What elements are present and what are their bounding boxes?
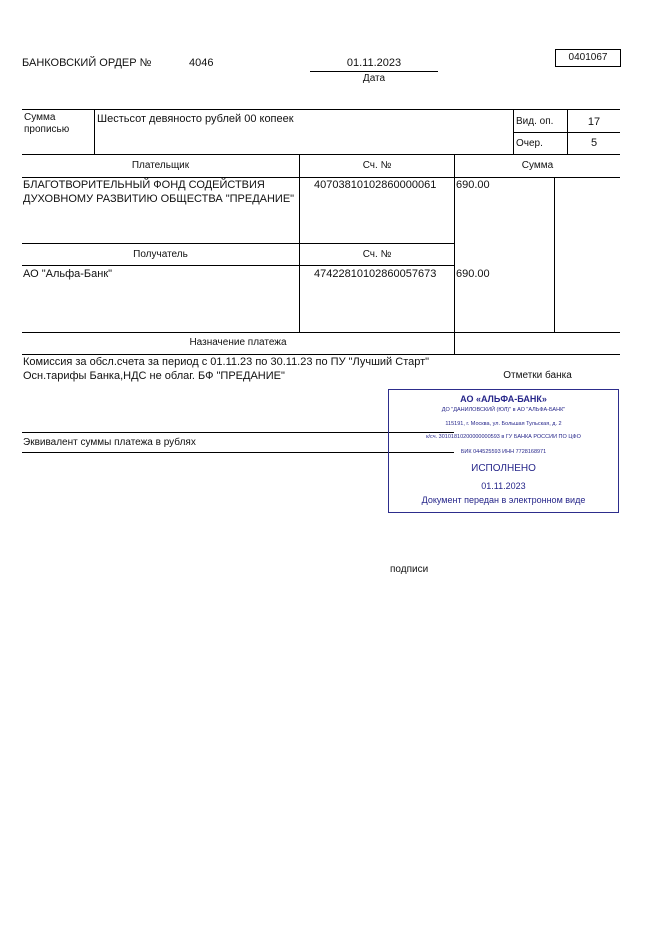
- divider: [22, 332, 620, 333]
- op-type-value: 17: [587, 116, 601, 128]
- column-divider: [554, 177, 555, 332]
- stamp-bank-name: АО «АЛЬФА-БАНК»: [460, 394, 547, 404]
- purpose-line2: Осн.тарифы Банка,НДС не облаг. БФ "ПРЕДАНИЕ": [23, 370, 285, 382]
- divider: [94, 109, 95, 154]
- amount-words-label: Сумма прописью: [24, 112, 70, 135]
- payer-account-header: Сч. №: [362, 160, 392, 171]
- payee-name: АО "Альфа-Банк": [23, 268, 113, 280]
- stamp-branch: ДО "ДАНИЛОВСКИЙ (ЮЛ)" в АО "АЛЬФА-БАНК": [441, 407, 566, 413]
- divider: [22, 154, 620, 155]
- divider: [22, 265, 454, 266]
- divider: [22, 243, 454, 244]
- form-code: 0401067: [555, 49, 621, 67]
- bank-stamp: [388, 389, 619, 513]
- op-type-label: Вид. оп.: [516, 116, 554, 127]
- order-number: 4046: [189, 57, 214, 69]
- purpose-line1: Комиссия за обсл.счета за период с 01.11.23 по 30.11.23 по ПУ "Лучший Старт": [23, 356, 430, 368]
- table-top-line: [22, 109, 620, 110]
- payer-amount: 690.00: [456, 179, 490, 191]
- date-underline: [310, 71, 438, 72]
- payer-name-line1: БЛАГОТВОРИТЕЛЬНЫЙ ФОНД СОДЕЙСТВИЯ: [23, 179, 265, 191]
- order-date: 01.11.2023: [346, 57, 402, 69]
- payer-name-line2: ДУХОВНОМУ РАЗВИТИЮ ОБЩЕСТВА "ПРЕДАНИЕ": [23, 193, 295, 205]
- order-label: Очер.: [516, 138, 543, 149]
- stamp-corr-account: к/сч. 30101810200000000593 в ГУ БАНКА РОССИИ ПО ЦФО: [426, 434, 581, 440]
- order-title: БАНКОВСКИЙ ОРДЕР №: [22, 57, 152, 69]
- stamp-status: ИСПОЛНЕНО: [471, 463, 536, 474]
- equivalent-label: Эквивалент суммы платежа в рублях: [23, 437, 196, 448]
- bank-marks-label: Отметки банка: [503, 370, 572, 381]
- payee-account-header: Сч. №: [362, 249, 392, 260]
- divider: [513, 132, 620, 133]
- amount-words-value: Шестьсот девяносто рублей 00 копеек: [97, 113, 294, 125]
- stamp-address: 115191, г. Москва, ул. Большая Тульская, д. 2: [445, 421, 562, 427]
- payee-header: Получатель: [133, 249, 188, 260]
- order-value: 5: [590, 137, 598, 149]
- stamp-note: Документ передан в электронном виде: [421, 495, 586, 505]
- payer-header: Плательщик: [131, 160, 190, 171]
- stamp-date: 01.11.2023: [481, 481, 526, 491]
- signatures-label: подписи: [390, 564, 429, 575]
- payee-account: 47422810102860057673: [314, 268, 437, 280]
- payer-account: 40703810102860000061: [314, 179, 437, 191]
- stamp-bik-inn: БИК 044525593 ИНН 7728168971: [460, 449, 547, 455]
- sum-header: Сумма: [521, 160, 554, 171]
- column-divider: [454, 154, 455, 354]
- payee-amount: 690.00: [456, 268, 490, 280]
- purpose-header: Назначение платежа: [189, 337, 287, 348]
- date-label: Дата: [362, 73, 386, 84]
